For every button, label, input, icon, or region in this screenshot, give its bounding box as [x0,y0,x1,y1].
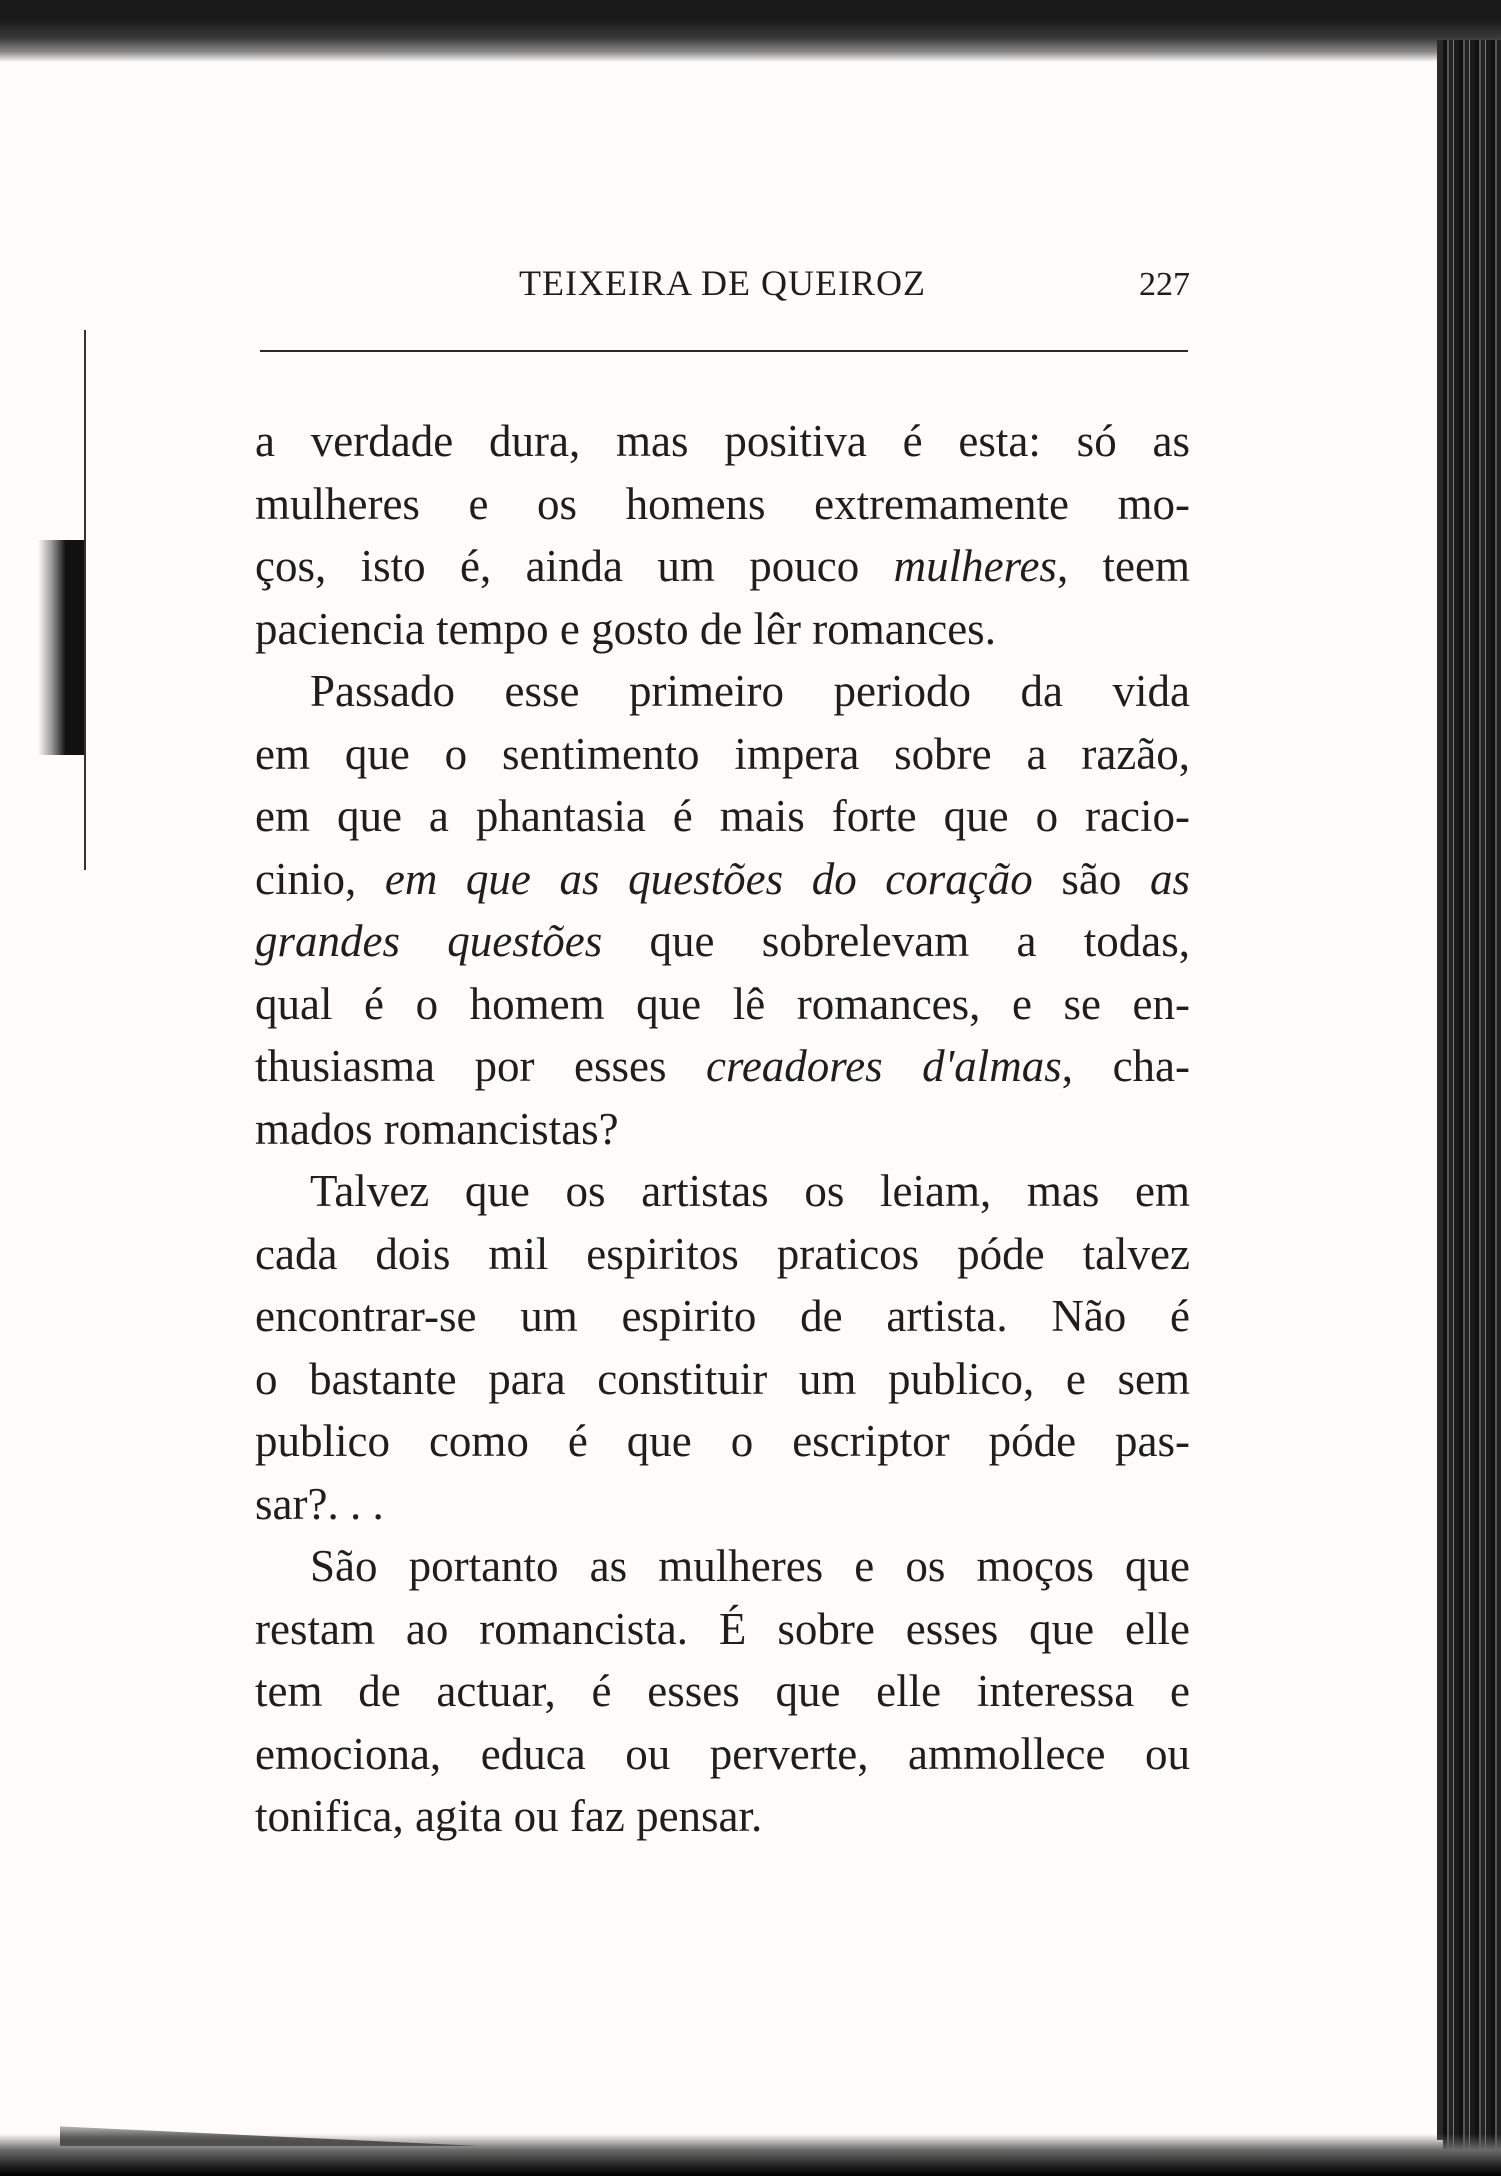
text-segment: que sobrelevam a todas, [602,916,1190,966]
text-line [255,410,1190,473]
scan-edge-right [1443,40,1501,2176]
page-number: 227 [1139,266,1190,303]
text-line [255,1160,1190,1223]
text-segment: a verdade dura, mas positiva é esta: só as [255,416,1190,466]
text-line [255,1473,1190,1536]
text-line [255,785,1190,848]
text-segment: thusiasma por esses [255,1041,707,1091]
text-line [255,535,1190,598]
scan-margin-line [84,330,86,870]
text-segment: sar?. . . [255,1478,384,1529]
text-segment: emociona, educa ou perverte, ammollece ou [255,1728,1190,1779]
italic-text: grandes questões [255,916,603,966]
text-line [255,1660,1190,1723]
text-segment: mados romancistas? [255,1103,619,1154]
italic-text: as [1149,853,1190,904]
text-segment: tem de actuar, é esses que elle interessa e [255,1666,1190,1716]
text-line [255,1723,1190,1786]
text-segment: , cha- [1061,1041,1190,1091]
header-rule [260,350,1188,352]
text-segment: qual é o homem que lê romances, e se en- [255,978,1190,1029]
text-line [255,473,1190,536]
italic-text: mulheres [893,541,1057,591]
text-line [255,1348,1190,1411]
text-line [255,1098,1190,1161]
text-line [255,1285,1190,1348]
text-segment: São portanto as mulheres e os moços que [310,1541,1190,1591]
text-segment: restam ao romancista. É sobre esses que elle [255,1603,1190,1654]
text-line [255,723,1190,786]
text-line [255,1223,1190,1286]
text-segment: Passado esse primeiro periodo da vida [310,666,1190,716]
text-segment: encontrar-se um espirito de artista. Não é [255,1291,1190,1341]
text-segment: Talvez que os artistas os leiam, mas em [310,1166,1190,1216]
text-line [255,1535,1190,1598]
italic-text: creadores d'almas [706,1041,1062,1091]
scan-binding-shadow [38,540,84,755]
text-line [255,848,1190,911]
text-segment: são [1032,853,1150,904]
running-header [255,262,1190,312]
text-segment: em que a phantasia é mais forte que o racio- [255,791,1190,841]
text-segment: em que o sentimento impera sobre a razão, [255,728,1190,779]
text-line [255,598,1190,661]
text-line [255,1598,1190,1661]
text-line [255,1410,1190,1473]
text-segment: cada dois mil espiritos praticos póde talvez [255,1228,1190,1279]
text-line [255,660,1190,723]
text-segment: cinio, [255,853,385,904]
text-segment: publico como é que o escriptor póde pas- [255,1416,1190,1466]
text-segment: paciencia tempo e gosto de lêr romances. [255,603,996,654]
text-segment: , teem [1056,541,1191,591]
text-segment: ços, isto é, ainda um pouco [255,541,894,591]
text-line [255,973,1190,1036]
text-line [255,910,1190,973]
text-segment: mulheres e os homens extremamente mo- [255,478,1190,529]
scan-edge-top [0,0,1501,62]
body-text [255,410,1190,1848]
text-line [255,1035,1190,1098]
running-title: TEIXEIRA DE QUEIROZ [519,263,926,303]
text-line [255,1785,1190,1848]
text-segment: o bastante para constituir um publico, e sem [255,1353,1190,1404]
italic-text: em que as questões do coração [384,853,1033,904]
scan-edge-bottom [0,2134,1501,2176]
text-segment: tonifica, agita ou faz pensar. [255,1791,763,1841]
